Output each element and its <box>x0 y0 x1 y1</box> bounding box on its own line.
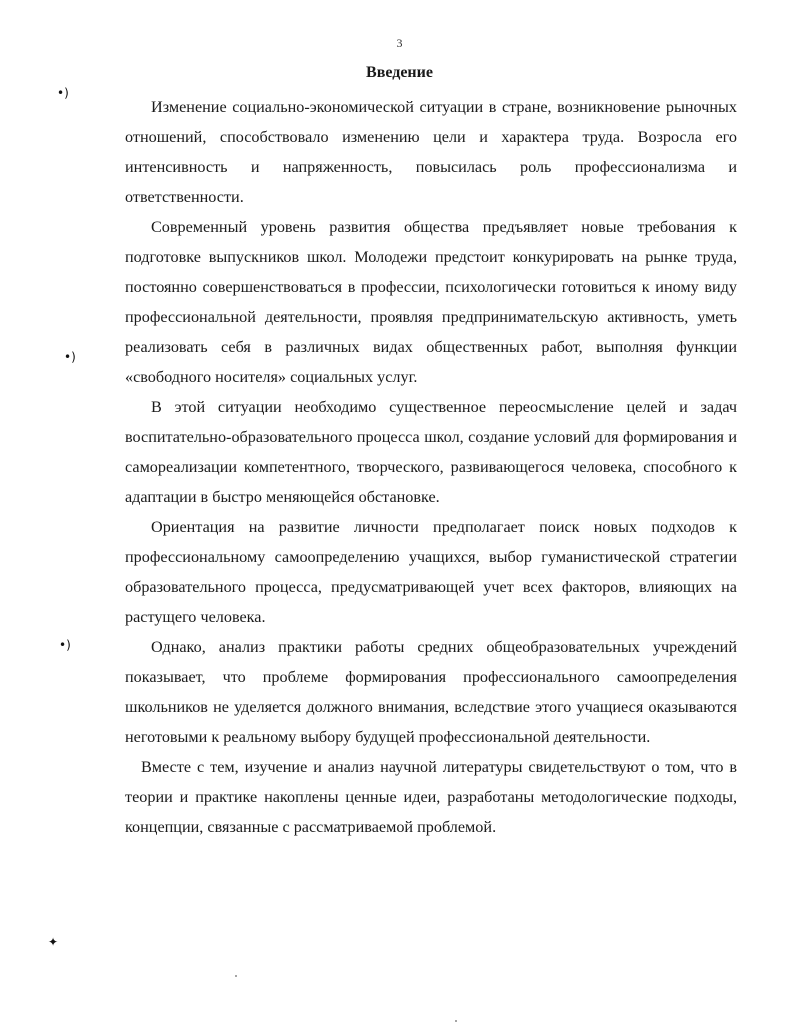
page-title: Введение <box>366 64 433 81</box>
paragraph-6: Вместе с тем, изучение и анализ научной литературы свидетельствуют о том, что в теории и практике накоплены ценные идеи, разработаны методологические подходы, концепции, связанные с рассматриваемой проблемой. <box>125 758 737 836</box>
margin-mark-1-icon: •) <box>57 86 69 100</box>
margin-mark-3-icon: •) <box>59 638 71 652</box>
document-body <box>125 92 737 842</box>
scan-speck <box>455 1020 457 1022</box>
paragraph-3: В этой ситуации необходимо существенное переосмысление целей и задач воспитательно-образовательного процесса школ, создание условий для формирования и самореализации компетентного, творческого, развивающегося человека, способного к адаптации в быстро меняющейся обстановке. <box>125 398 737 506</box>
page-number: 3 <box>396 36 403 50</box>
scan-speck <box>235 975 237 977</box>
margin-mark-2-icon: •) <box>64 350 76 364</box>
paragraph-5: Однако, анализ практики работы средних общеобразовательных учреждений показывает, что проблеме формирования профессионального самоопределения школьников не уделяется должного внимания, вследствие этого учащиеся оказываются неготовыми к реальному выбору будущей профессиональной деятельности. <box>125 638 737 746</box>
paragraph-1: Изменение социально-экономической ситуации в стране, возникновение рыночных отношений, способствовало изменению цели и характера труда. Возросла его интенсивность и напряженность, повысилась роль профессионализма и ответственности. <box>125 98 737 206</box>
paragraph-2: Современный уровень развития общества предъявляет новые требования к подготовке выпускников школ. Молодежи предстоит конкурировать на рынке труда, постоянно совершенствоваться в профессии, психологически готовиться к иному виду профессиональной деятельности, проявляя предпринимательскую активность, уметь реализовать себя в различных видах общественных работ, выполняя функции «свободного носителя» социальных услуг. <box>125 218 737 386</box>
paragraph-4: Ориентация на развитие личности предполагает поиск новых подходов к профессиональному самоопределению учащихся, выбор гуманистической стратегии образовательного процесса, предусматривающей учет всех факторов, влияющих на растущего человека. <box>125 518 737 626</box>
margin-mark-4-icon: ✦ <box>48 935 59 949</box>
